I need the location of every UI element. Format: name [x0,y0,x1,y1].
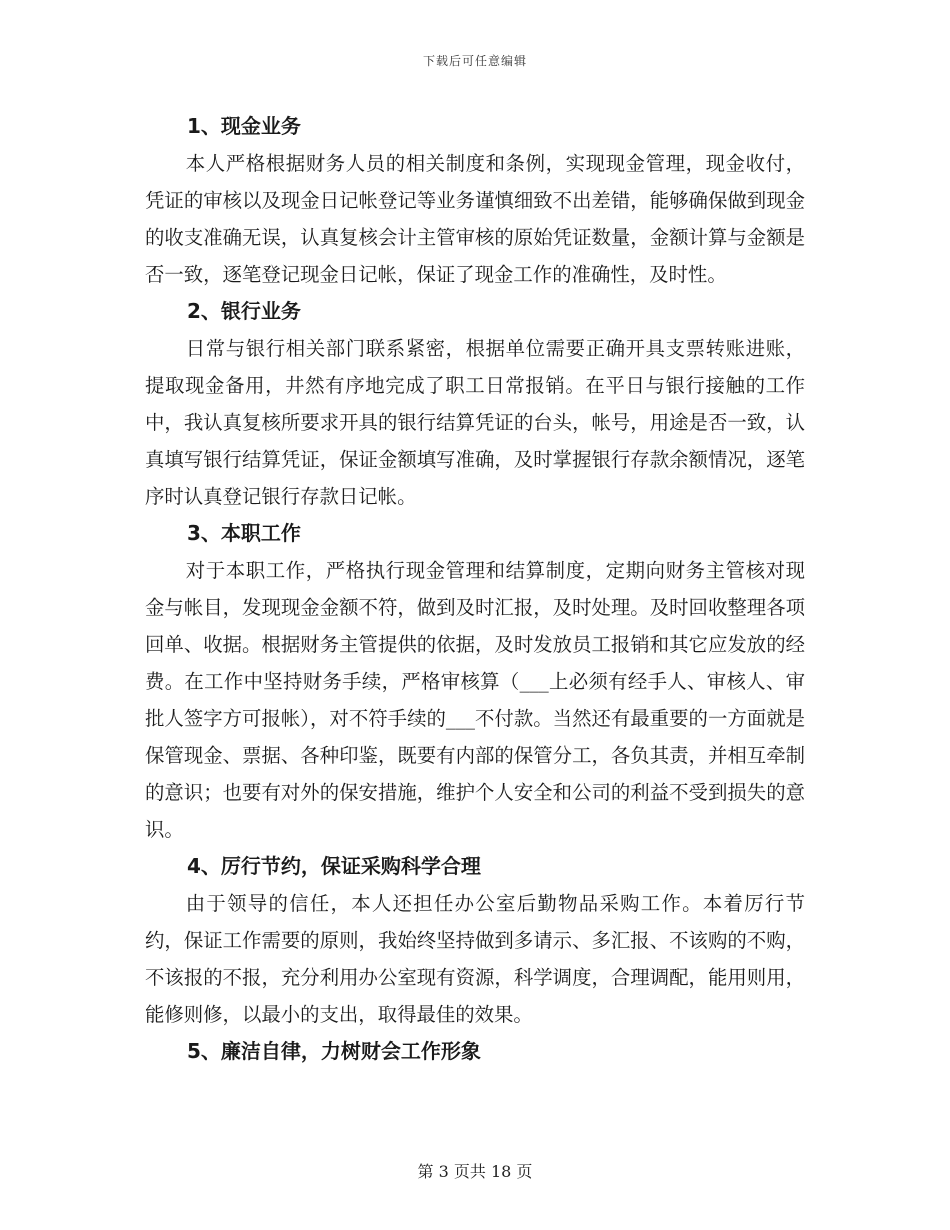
section-paragraph-cash: 本人严格根据财务人员的相关制度和条例，实现现金管理，现金收付，凭证的审核以及现金日记帐登记等业务谨慎细致不出差错，能够确保做到现金的收支准确无误，认真复核会计主管审核的原始凭证数量，金额计算与金额是否一致，逐笔登记现金日记帐，保证了现金工作的准确性，及时性。 [145,152,805,286]
document-body [145,108,805,1070]
section-heading-procurement: 4、厉行节约，保证采购科学合理 [187,854,481,878]
section-heading-cash: 1、现金业务 [187,114,301,138]
section-paragraph-duties: 对于本职工作，严格执行现金管理和结算制度，定期向财务主管核对现金与帐目，发现现金金额不符，做到及时汇报，及时处理。及时回收整理各项回单、收据。根据财务主管提供的依据，及时发放员工报销和其它应发放的经费。在工作中坚持财务手续，严格审核算（___上必须有经手人、审核人、审批人签字方可报帐），对不符手续的___不付款。当然还有最重要的一方面就是保管现金、票据、各种印鉴，既要有内部的保管分工，各负其责，并相互牵制的意识；也要有对外的保安措施，维护个人安全和公司的利益不受到损失的意识。 [145,559,805,841]
section-heading-integrity: 5、廉洁自律，力树财会工作形象 [187,1039,481,1063]
section-heading-bank: 2、银行业务 [187,299,301,323]
page-header: 下载后可任意编辑 [422,54,527,68]
section-heading-duties: 3、本职工作 [187,521,301,545]
section-paragraph-procurement: 由于领导的信任，本人还担任办公室后勤物品采购工作。本着厉行节约，保证工作需要的原则，我始终坚持做到多请示、多汇报、不该购的不购，不该报的不报，充分利用办公室现有资源，科学调度，合理调配，能用则用，能修则修，以最小的支出，取得最佳的效果。 [145,892,805,1026]
page-number-footer: 第 3 页共 18 页 [417,1162,533,1181]
section-paragraph-bank: 日常与银行相关部门联系紧密，根据单位需要正确开具支票转账进账，提取现金备用，井然有序地完成了职工日常报销。在平日与银行接触的工作中，我认真复核所要求开具的银行结算凭证的台头，帐号，用途是否一致，认真填写银行结算凭证，保证金额填写准确，及时掌握银行存款余额情况，逐笔序时认真登记银行存款日记帐。 [145,337,805,508]
